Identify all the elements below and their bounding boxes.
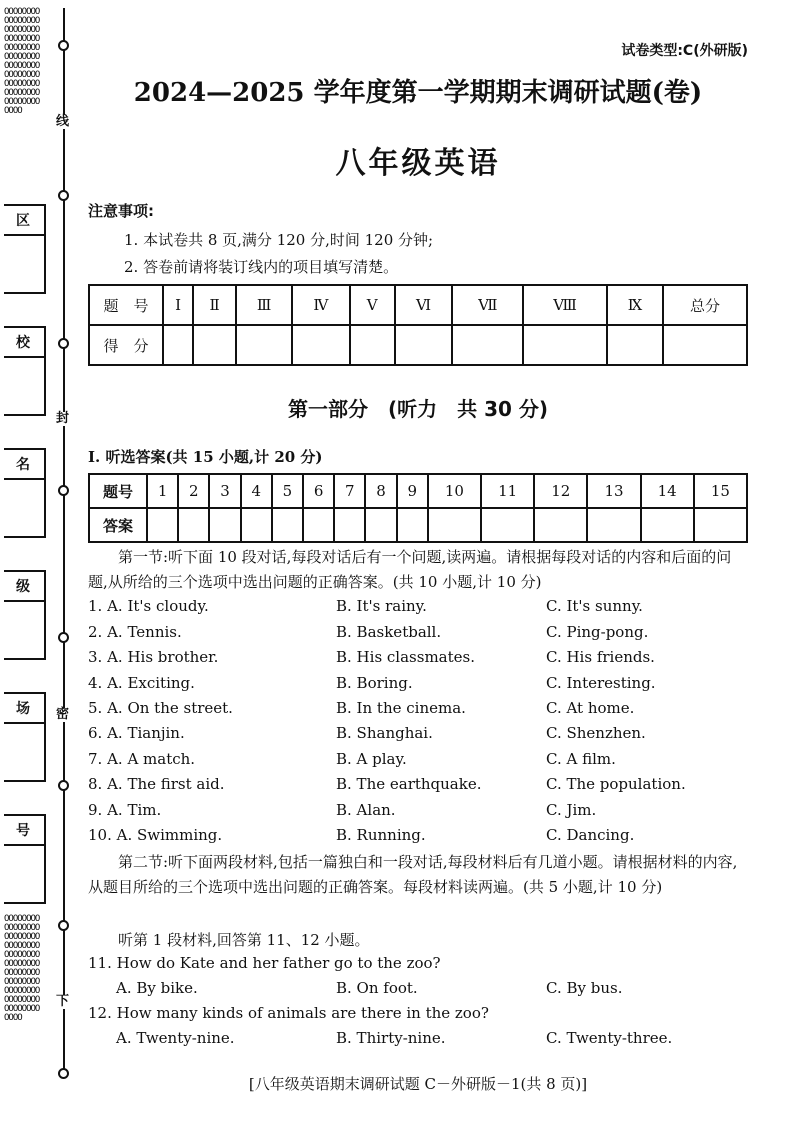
binding-char-secret: 密 xyxy=(56,707,70,722)
score-cell[interactable] xyxy=(193,325,236,365)
score-cell[interactable] xyxy=(607,325,663,365)
option-b: B. Thirty-nine. xyxy=(336,1029,446,1047)
notes-heading: 注意事项: xyxy=(88,202,154,220)
answer-cell[interactable] xyxy=(397,508,428,542)
field-seat-number[interactable] xyxy=(4,814,46,904)
field-exam-room[interactable] xyxy=(4,692,46,782)
question-stem xyxy=(88,954,748,978)
option-a: 4. A. Exciting. xyxy=(88,674,195,692)
material-intro-text: 听第 1 段材料,回答第 11、12 小题。 xyxy=(118,931,370,949)
material-intro xyxy=(118,929,738,953)
option-b: B. It's rainy. xyxy=(336,597,427,615)
binding-ring xyxy=(58,338,69,349)
answer-number: 13 xyxy=(587,474,640,508)
answer-cell[interactable] xyxy=(209,508,240,542)
answer-cell[interactable] xyxy=(587,508,640,542)
field-district-label: 区 xyxy=(16,213,30,229)
option-a: 10. A. Swimming. xyxy=(88,826,223,844)
note-item: 1. 本试卷共 8 页,满分 120 分,时间 120 分钟; xyxy=(124,231,434,249)
option-b: B. On foot. xyxy=(336,979,418,997)
option-b: B. Running. xyxy=(336,826,426,844)
question-row xyxy=(88,724,748,748)
option-a: 5. A. On the street. xyxy=(88,699,233,717)
answer-number: 2 xyxy=(178,474,209,508)
answer-number: 12 xyxy=(534,474,587,508)
binding-ring xyxy=(58,40,69,51)
option-c: C. It's sunny. xyxy=(546,597,643,615)
answer-number: 5 xyxy=(272,474,303,508)
score-cell[interactable] xyxy=(236,325,292,365)
question-stem xyxy=(88,1004,748,1028)
score-col-header: Ⅷ xyxy=(523,285,607,325)
score-cell[interactable] xyxy=(523,325,607,365)
option-b: B. In the cinema. xyxy=(336,699,466,717)
binding-ring xyxy=(58,780,69,791)
answer-number: 11 xyxy=(481,474,534,508)
answer-number: 7 xyxy=(334,474,365,508)
binding-margin xyxy=(0,0,78,1123)
exam-subject: 八年级英语 xyxy=(335,146,501,181)
section2-instructions: 第二节:听下面两段材料,包括一篇独白和一段对话,每段材料后有几道小题。请根据材料的内容,从题目所给的三个选项中选出问题的正确答案。每段材料读两遍。(共 5 小题,计 10 分) xyxy=(88,853,738,896)
binding-line xyxy=(63,8,65,1073)
answer-cell[interactable] xyxy=(641,508,694,542)
score-col-header: Ⅸ xyxy=(607,285,663,325)
answer-cell[interactable] xyxy=(303,508,334,542)
field-class-label: 级 xyxy=(16,579,30,595)
option-b: B. His classmates. xyxy=(336,648,475,666)
option-a: 7. A. A match. xyxy=(88,750,196,768)
question-row xyxy=(88,623,748,647)
field-school-label: 校 xyxy=(16,335,30,351)
binding-char-under: 下 xyxy=(56,994,70,1009)
score-col-header: Ⅰ xyxy=(163,285,193,325)
option-b: B. A play. xyxy=(336,750,407,768)
option-c: C. The population. xyxy=(546,775,686,793)
option-c: C. Ping-pong. xyxy=(546,623,649,641)
option-c: C. Jim. xyxy=(546,801,597,819)
page-footer: [八年级英语期末调研试题 C－外研版－1(共 8 页)] xyxy=(248,1075,588,1093)
option-c: C. His friends. xyxy=(546,648,655,666)
question-row xyxy=(88,775,748,799)
answer-number: 4 xyxy=(241,474,272,508)
score-cell[interactable] xyxy=(350,325,395,365)
answer-row-label: 题号 xyxy=(89,474,147,508)
binding-ring xyxy=(58,920,69,931)
option-a: 2. A. Tennis. xyxy=(88,623,182,641)
answer-cell[interactable] xyxy=(272,508,303,542)
part-title: 第一部分 (听力 共 30 分) xyxy=(287,397,549,421)
answer-cell[interactable] xyxy=(178,508,209,542)
option-b: B. The earthquake. xyxy=(336,775,482,793)
section-title: Ⅰ. 听选答案(共 15 小题,计 20 分) xyxy=(88,448,323,466)
option-b: B. Shanghai. xyxy=(336,724,433,742)
answer-number: 14 xyxy=(641,474,694,508)
question-row xyxy=(88,648,748,672)
question-row xyxy=(88,826,748,850)
field-district[interactable] xyxy=(4,204,46,294)
answer-number: 1 xyxy=(147,474,178,508)
field-school[interactable] xyxy=(4,326,46,416)
binding-holes-bottom: OOOOOOOOOOOOOOOOOOOOOOOOOOOOOOOOOOOOOOOOOOOOOOOOOOOOOOOOOOOOOOOOOOOOOOOOOOOOOOOOOOOOOOOOOOOO xyxy=(4,914,40,1023)
option-a: 3. A. His brother. xyxy=(88,648,219,666)
score-col-header: Ⅶ xyxy=(452,285,523,325)
answer-cell[interactable] xyxy=(481,508,534,542)
score-col-header: Ⅳ xyxy=(292,285,350,325)
question-row xyxy=(88,750,748,774)
score-cell[interactable] xyxy=(292,325,350,365)
field-exam-room-label: 场 xyxy=(16,701,30,717)
binding-ring xyxy=(58,632,69,643)
score-row-label: 得 分 xyxy=(89,325,163,365)
score-cell[interactable] xyxy=(395,325,453,365)
score-row-label: 题 号 xyxy=(89,285,163,325)
answer-row-label: 答案 xyxy=(89,508,147,542)
option-a: 6. A. Tianjin. xyxy=(88,724,185,742)
option-a: A. Twenty-nine. xyxy=(116,1029,235,1047)
answer-cell[interactable] xyxy=(694,508,747,542)
field-name-label: 名 xyxy=(16,457,30,473)
score-col-header: Ⅴ xyxy=(350,285,395,325)
option-a: 9. A. Tim. xyxy=(88,801,162,819)
option-c: C. Interesting. xyxy=(546,674,656,692)
question-row xyxy=(88,699,748,723)
option-a: 8. A. The first aid. xyxy=(88,775,225,793)
answer-table xyxy=(88,473,748,543)
answer-cell[interactable] xyxy=(334,508,365,542)
score-cell[interactable] xyxy=(163,325,193,365)
option-c: C. Shenzhen. xyxy=(546,724,646,742)
option-c: C. Dancing. xyxy=(546,826,635,844)
binding-ring xyxy=(58,1068,69,1079)
binding-ring xyxy=(58,485,69,496)
answer-cell[interactable] xyxy=(241,508,272,542)
binding-holes-top: OOOOOOOOOOOOOOOOOOOOOOOOOOOOOOOOOOOOOOOOOOOOOOOOOOOOOOOOOOOOOOOOOOOOOOOOOOOOOOOOOOOOOOOOOOOO xyxy=(4,7,40,116)
answer-number: 3 xyxy=(209,474,240,508)
option-c: C. Twenty-three. xyxy=(546,1029,673,1047)
field-seat-number-label: 号 xyxy=(16,823,30,839)
option-c: C. At home. xyxy=(546,699,635,717)
question-row xyxy=(88,979,748,1003)
score-col-header: 总分 xyxy=(663,285,747,325)
question-row xyxy=(88,1029,748,1053)
option-a: A. By bike. xyxy=(116,979,198,997)
option-b: B. Basketball. xyxy=(336,623,442,641)
answer-number: 6 xyxy=(303,474,334,508)
answer-number: 10 xyxy=(428,474,481,508)
question-row xyxy=(88,801,748,825)
binding-char-seal: 封 xyxy=(56,411,70,426)
option-c: C. A film. xyxy=(546,750,616,768)
field-name[interactable] xyxy=(4,448,46,538)
exam-title: 2024—2025 学年度第一学期期末调研试题(卷) xyxy=(133,78,703,108)
score-cell[interactable] xyxy=(663,325,747,365)
note-item: 2. 答卷前请将装订线内的项目填写清楚。 xyxy=(124,258,399,276)
question-row xyxy=(88,674,748,698)
score-col-header: Ⅱ xyxy=(193,285,236,325)
paper-type: 试卷类型:C(外研版) xyxy=(621,43,748,59)
score-col-header: Ⅵ xyxy=(395,285,453,325)
answer-cell[interactable] xyxy=(534,508,587,542)
section1-instructions: 第一节:听下面 10 段对话,每段对话后有一个问题,读两遍。请根据每段对话的内容和后面的问题,从所给的三个选项中选出问题的正确答案。(共 10 小题,计 10 分) xyxy=(88,548,732,591)
answer-cell[interactable] xyxy=(428,508,481,542)
score-table xyxy=(88,284,748,366)
question-11-stem: 11. How do Kate and her father go to the zoo? xyxy=(88,954,441,972)
option-c: C. By bus. xyxy=(546,979,623,997)
option-b: B. Alan. xyxy=(336,801,396,819)
binding-ring xyxy=(58,190,69,201)
answer-cell[interactable] xyxy=(365,508,396,542)
question-12-stem: 12. How many kinds of animals are there in the zoo? xyxy=(88,1004,489,1022)
score-cell[interactable] xyxy=(452,325,523,365)
answer-cell[interactable] xyxy=(147,508,178,542)
option-a: 1. A. It's cloudy. xyxy=(88,597,209,615)
question-row xyxy=(88,597,748,621)
answer-number: 15 xyxy=(694,474,747,508)
option-b: B. Boring. xyxy=(336,674,413,692)
answer-number: 9 xyxy=(397,474,428,508)
score-col-header: Ⅲ xyxy=(236,285,292,325)
answer-number: 8 xyxy=(365,474,396,508)
field-class[interactable] xyxy=(4,570,46,660)
binding-char-line: 线 xyxy=(56,114,70,129)
